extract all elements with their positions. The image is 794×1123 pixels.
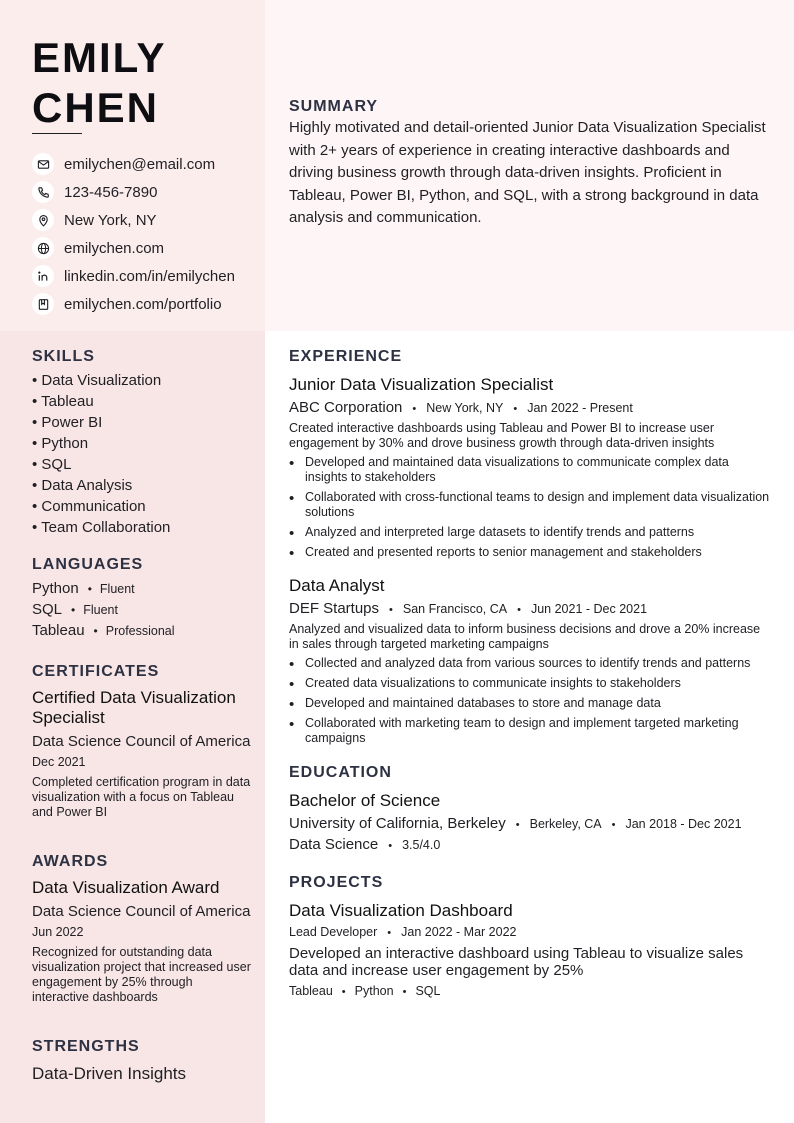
project-dates: Jan 2022 - Mar 2022 (401, 925, 517, 939)
language-item (32, 601, 252, 622)
separator-dot: • (611, 819, 616, 831)
contact-phone-text: 123-456-7890 (64, 183, 158, 201)
projects-section (289, 874, 773, 998)
project-item (289, 901, 773, 998)
certificate-name: Certified Data Visualization Specialist (32, 688, 236, 727)
separator-dot: • (402, 986, 407, 998)
job-bullet: • Developed and maintained data visualizations to communicate complex data insights to stakeholders (289, 455, 773, 485)
separator-dot: • (87, 582, 92, 596)
portfolio-icon (32, 293, 54, 315)
certificate-item (32, 688, 252, 820)
contact-list (32, 150, 260, 318)
job-bullet: • Created data visualizations to communicate insights to stakeholders (289, 676, 773, 691)
award-date: Jun 2022 (32, 925, 84, 939)
globe-icon (32, 237, 54, 259)
separator-dot: • (93, 624, 98, 638)
education-section (289, 764, 773, 853)
contact-linkedin-text: linkedin.com/in/emilychen (64, 267, 235, 285)
project-tag: SQL (415, 984, 441, 998)
project-tag: Tableau (289, 984, 333, 998)
project-tags (289, 984, 773, 998)
job-description: Analyzed and visualized data to inform business decisions and drove a 20% increase in sales through targeted marketing campaigns (289, 622, 761, 651)
education-title: EDUCATION (289, 764, 392, 781)
job-bullet: • Collected and analyzed data from various sources to identify trends and patterns (289, 656, 773, 671)
candidate-name: EMILY CHEN (32, 34, 166, 131)
language-name: Python (32, 580, 79, 597)
skill-item: • Team Collaboration (32, 519, 171, 536)
separator-dot: • (341, 986, 346, 998)
job-item (289, 375, 773, 560)
location-pin-icon (32, 209, 54, 231)
skill-item: • Tableau (32, 393, 94, 410)
contact-linkedin[interactable] (32, 262, 260, 290)
linkedin-icon (32, 265, 54, 287)
job-meta (289, 399, 773, 416)
education-gpa: 3.5/4.0 (402, 838, 441, 852)
education-degree: Bachelor of Science (289, 791, 441, 810)
job-description: Created interactive dashboards using Tableau and Power BI to increase user engagement by 30% and drove business growth through data-driven insights (289, 421, 715, 450)
education-location: Berkeley, CA (529, 817, 602, 831)
award-item (32, 878, 252, 1005)
languages-title: LANGUAGES (32, 556, 144, 573)
experience-title: EXPERIENCE (289, 348, 403, 365)
job-company: ABC Corporation (289, 399, 403, 416)
education-field-row (289, 836, 773, 853)
phone-icon (32, 181, 54, 203)
language-item (32, 622, 252, 643)
job-dates: Jan 2022 - Present (527, 401, 633, 415)
contact-email[interactable] (32, 150, 260, 178)
contact-email-text: emilychen@email.com (64, 155, 216, 173)
summary-title: SUMMARY (289, 98, 379, 115)
job-bullet: • Collaborated with cross-functional teams to design and implement data visualization solutions (289, 490, 773, 520)
job-bullet: • Collaborated with marketing team to design and implement targeted marketing campaigns (289, 716, 773, 746)
summary-section (289, 98, 769, 230)
strengths-section (32, 1038, 252, 1084)
education-school: University of California, Berkeley (289, 815, 506, 832)
language-level: Fluent (99, 582, 135, 596)
summary-text: Highly motivated and detail-oriented Junior Data Visualization Specialist with 2+ years of experience in creating interactive dashboards and driving business growth through data-driven insights. Proficient in Tableau, Power BI, Python, and SQL, with a strong background in data analysis and communication. (289, 119, 766, 227)
education-dates: Jan 2018 - Dec 2021 (625, 817, 742, 831)
contact-portfolio[interactable] (32, 290, 260, 318)
separator-dot: • (517, 604, 521, 616)
job-company: DEF Startups (289, 600, 380, 617)
project-name: Data Visualization Dashboard (289, 901, 513, 920)
job-item (289, 576, 773, 746)
language-name: SQL (32, 601, 63, 618)
language-item (32, 580, 252, 601)
education-field: Data Science (289, 836, 379, 853)
skill-item: • Data Visualization (32, 372, 162, 389)
job-meta (289, 600, 773, 617)
job-location: San Francisco, CA (402, 602, 508, 616)
job-bullets (289, 455, 773, 560)
skills-title: SKILLS (32, 348, 95, 365)
separator-dot: • (412, 403, 417, 415)
language-level: Professional (105, 624, 175, 638)
project-description: Developed an interactive dashboard using Tableau to visualize sales data and increase user engagement by 25% (289, 945, 744, 979)
languages-list (32, 580, 252, 643)
separator-dot: • (515, 819, 520, 831)
skill-item: • Communication (32, 498, 146, 515)
language-name: Tableau (32, 622, 85, 639)
contact-website[interactable] (32, 234, 260, 262)
contact-phone[interactable] (32, 178, 260, 206)
languages-section (32, 556, 252, 643)
contact-website-text: emilychen.com (64, 239, 165, 257)
separator-dot: • (387, 927, 392, 939)
job-bullet: • Analyzed and interpreted large datasets to identify trends and patterns (289, 525, 773, 540)
strengths-title: STRENGTHS (32, 1038, 140, 1055)
contact-portfolio-text: emilychen.com/portfolio (64, 295, 222, 313)
projects-title: PROJECTS (289, 874, 384, 891)
certificate-desc: Completed certification program in data visualization with a focus on Tableau and Power BI (32, 775, 251, 819)
job-bullet: • Developed and maintained databases to store and manage data (289, 696, 773, 711)
email-icon (32, 153, 54, 175)
award-desc: Recognized for outstanding data visualization project that increased user engagement by 25% through interactive dashboards (32, 945, 251, 1004)
skills-section (32, 348, 252, 538)
awards-section (32, 853, 252, 1005)
strength-item: Data-Driven Insights (32, 1064, 187, 1083)
job-bullets (289, 656, 773, 746)
project-tag: Python (354, 984, 394, 998)
certificates-title: CERTIFICATES (32, 663, 160, 680)
awards-title: AWARDS (32, 853, 109, 870)
certificate-date: Dec 2021 (32, 755, 86, 769)
skills-list (32, 370, 252, 538)
skill-item: • Power BI (32, 414, 103, 431)
certificate-org: Data Science Council of America (32, 733, 251, 750)
education-meta (289, 815, 773, 832)
award-name: Data Visualization Award (32, 878, 220, 897)
project-meta (289, 925, 773, 939)
certificates-section (32, 663, 252, 820)
job-location: New York, NY (426, 401, 504, 415)
skill-item: • Python (32, 435, 89, 452)
name-divider (32, 133, 82, 134)
education-item (289, 791, 773, 853)
skill-item: • SQL (32, 456, 72, 473)
separator-dot: • (513, 403, 518, 415)
separator-dot: • (389, 604, 393, 616)
award-org: Data Science Council of America (32, 903, 251, 920)
contact-location (32, 206, 260, 234)
project-role: Lead Developer (289, 925, 378, 939)
language-level: Fluent (83, 603, 118, 617)
skill-item: • Data Analysis (32, 477, 133, 494)
experience-section (289, 348, 773, 751)
job-dates: Jun 2021 - Dec 2021 (530, 602, 648, 616)
job-bullet: • Created and presented reports to senior management and stakeholders (289, 545, 773, 560)
contact-location-text: New York, NY (64, 211, 157, 229)
separator-dot: • (71, 603, 76, 617)
separator-dot: • (388, 840, 393, 852)
job-title: Data Analyst (289, 576, 385, 595)
job-title: Junior Data Visualization Specialist (289, 375, 554, 394)
